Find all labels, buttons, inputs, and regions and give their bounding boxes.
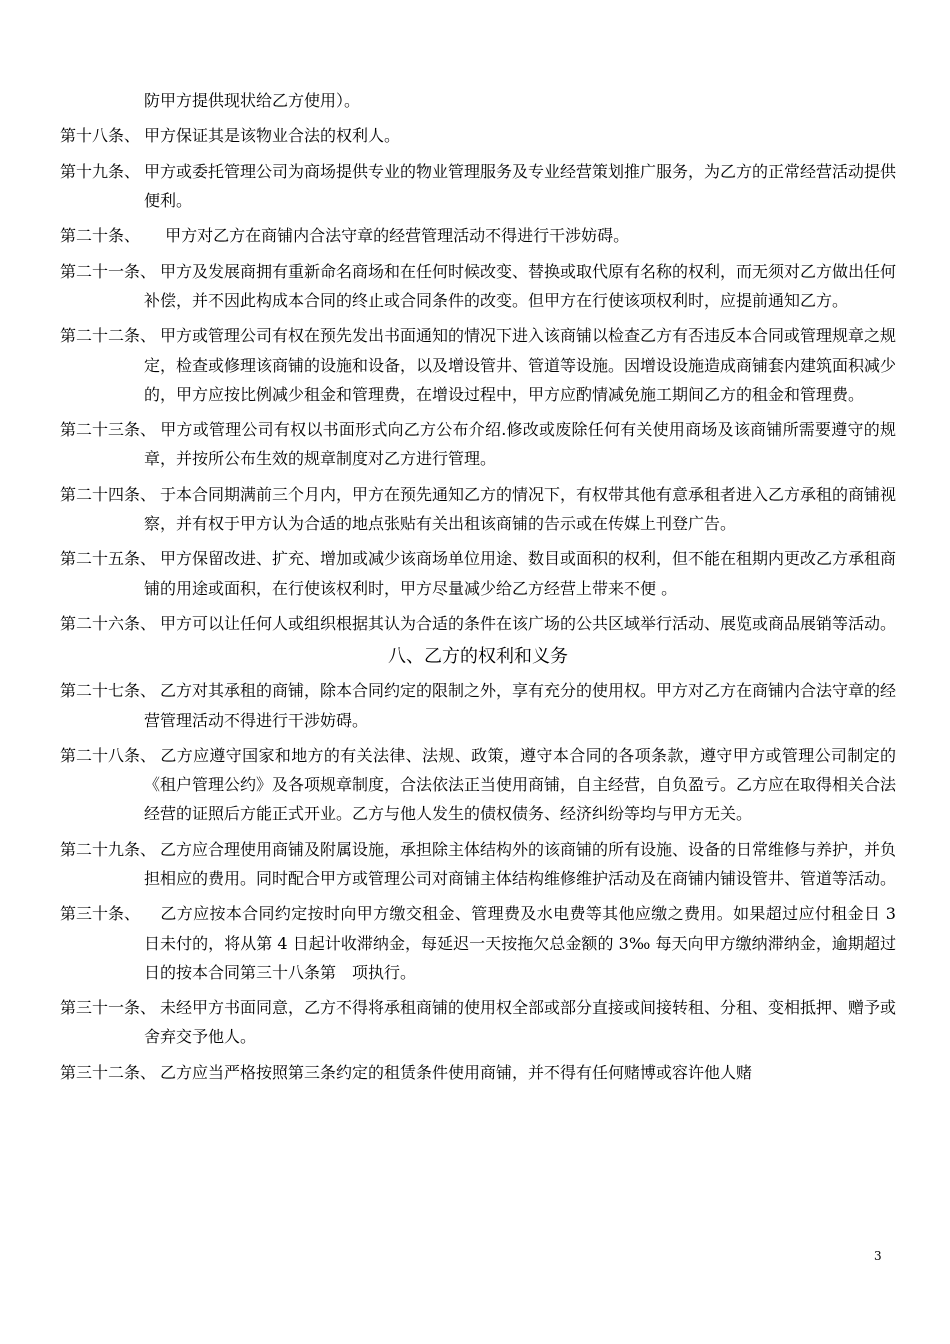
article-label: 第三十条、 xyxy=(60,904,141,924)
article-label: 第二十七条、 xyxy=(60,681,157,701)
article-text: 乙方应按本合同约定按时向甲方缴交租金、管理费及水电费等其他应缴之费用。如果超过应付租金日 3 日未付的，将从第 4 日起计收滞纳金，每延迟一天按拖欠总金额的 3‰ 每天向甲方缴纳滞纳金，逾期超过 日的按本合同第三十八条第 项执行。 xyxy=(144,904,929,982)
articles-part-2 xyxy=(60,676,929,1087)
article-text: 乙方应当严格按照第三条约定的租赁条件使用商铺，并不得有任何赌博或容许他人赌 xyxy=(144,1062,753,1082)
article-label: 第十九条、 xyxy=(60,161,141,181)
article-label: 第二十一条、 xyxy=(60,261,157,281)
article xyxy=(60,121,896,150)
article xyxy=(60,1058,896,1087)
article xyxy=(60,221,896,250)
article xyxy=(60,544,896,602)
article-label: 第二十六条、 xyxy=(60,613,157,633)
section-heading: 八、乙方的权利和义务 xyxy=(388,646,568,668)
article-text: 未经甲方书面同意，乙方不得将承租商铺的使用权全部或部分直接或间接转租、分租、变相抵押、赠予或舍弃交予他人。 xyxy=(144,998,897,1047)
article-text: 乙方应遵守国家和地方的有关法律、法规、政策，遵守本合同的各项条款，遵守甲方或管理公司制定的《租户管理公约》及各项规章制度，合法依法正当使用商铺，自主经营，自负盈亏。乙方应在取得相关合法经营的证照后方能正式开业。乙方与他人发生的债权债务、经济纠纷等均与甲方无关。 xyxy=(144,745,897,824)
page-number: 3 xyxy=(874,1249,882,1263)
continuation-text: 防甲方提供现状给乙方使用）。 xyxy=(144,91,361,110)
article-text: 甲方保证其是该物业合法的权利人。 xyxy=(144,126,401,146)
articles-part-1 xyxy=(60,121,896,638)
article xyxy=(60,321,896,409)
article xyxy=(60,257,896,315)
article xyxy=(60,157,896,215)
article-text: 甲方或管理公司有权在预先发出书面通知的情况下进入该商铺以检查乙方有否违反本合同或管理规章之规定，检查或修理该商铺的设施和设备，以及增设管井、管道等设施。因增设设施造成商铺套内建筑面积减少的，甲方应按比例减少租金和管理费，在增设过程中，甲方应酌情减免施工期间乙方的租金和管理费。 xyxy=(144,326,897,404)
article-text: 甲方对乙方在商铺内合法守章的经营管理活动不得进行干涉妨碍。 xyxy=(144,226,630,246)
article xyxy=(60,415,896,473)
article-label: 第二十四条、 xyxy=(60,484,157,504)
article-label: 第二十九条、 xyxy=(60,839,157,859)
article-label: 第二十五条、 xyxy=(60,549,157,569)
article-label: 第二十三条、 xyxy=(60,420,157,440)
article-text: 乙方对其承租的商铺，除本合同约定的限制之外，享有充分的使用权。甲方对乙方在商铺内合法守章的经营管理活动不得进行干涉妨碍。 xyxy=(144,681,897,730)
article-text: 乙方应合理使用商铺及附属设施，承担除主体结构外的该商铺的所有设施、设备的日常维修与养护，并负担相应的费用。同时配合甲方或管理公司对商铺主体结构维修维护活动及在商铺内铺设管井、管道等活动。 xyxy=(144,839,897,888)
article xyxy=(60,899,929,987)
article-label: 第二十条、 xyxy=(60,226,141,246)
article-text: 甲方保留改进、扩充、增加或减少该商场单位用途、数目或面积的权利，但不能在租期内更改乙方承租商铺的用途或面积，在行使该权利时，甲方尽量减少给乙方经营上带来不便 。 xyxy=(144,549,897,598)
article xyxy=(60,993,896,1051)
article-label: 第三十一条、 xyxy=(60,998,157,1018)
article-text: 甲方可以让任何人或组织根据其认为合适的条件在该广场的公共区域举行活动、展览或商品展销等活动。 xyxy=(144,613,897,633)
article-label: 第三十二条、 xyxy=(60,1062,157,1082)
document-body xyxy=(60,86,929,1093)
article xyxy=(60,835,896,893)
article xyxy=(60,480,896,538)
article-label: 第二十八条、 xyxy=(60,745,157,765)
article xyxy=(60,741,896,829)
article-label: 第十八条、 xyxy=(60,126,141,146)
article-text: 甲方或管理公司有权以书面形式向乙方公布介绍.修改或废除任何有关使用商场及该商铺所需要遵守的规章，并按所公布生效的规章制度对乙方进行管理。 xyxy=(144,420,896,469)
article-text: 于本合同期满前三个月内，甲方在预先通知乙方的情况下，有权带其他有意承租者进入乙方承租的商铺视察，并有权于甲方认为合适的地点张贴有关出租该商铺的告示或在传媒上刊登广告。 xyxy=(144,484,897,533)
article xyxy=(60,676,896,734)
article-text: 甲方或委托管理公司为商场提供专业的物业管理服务及专业经营策划推广服务，为乙方的正常经营活动提供便利。 xyxy=(144,161,897,210)
article-text: 甲方及发展商拥有重新命名商场和在任何时候改变、替换或取代原有名称的权利，而无须对乙方做出任何补偿，并不因此构成本合同的终止或合同条件的改变。但甲方在行使该项权利时，应提前通知乙方。 xyxy=(144,261,897,310)
article xyxy=(60,609,896,638)
article-label: 第二十二条、 xyxy=(60,326,157,346)
